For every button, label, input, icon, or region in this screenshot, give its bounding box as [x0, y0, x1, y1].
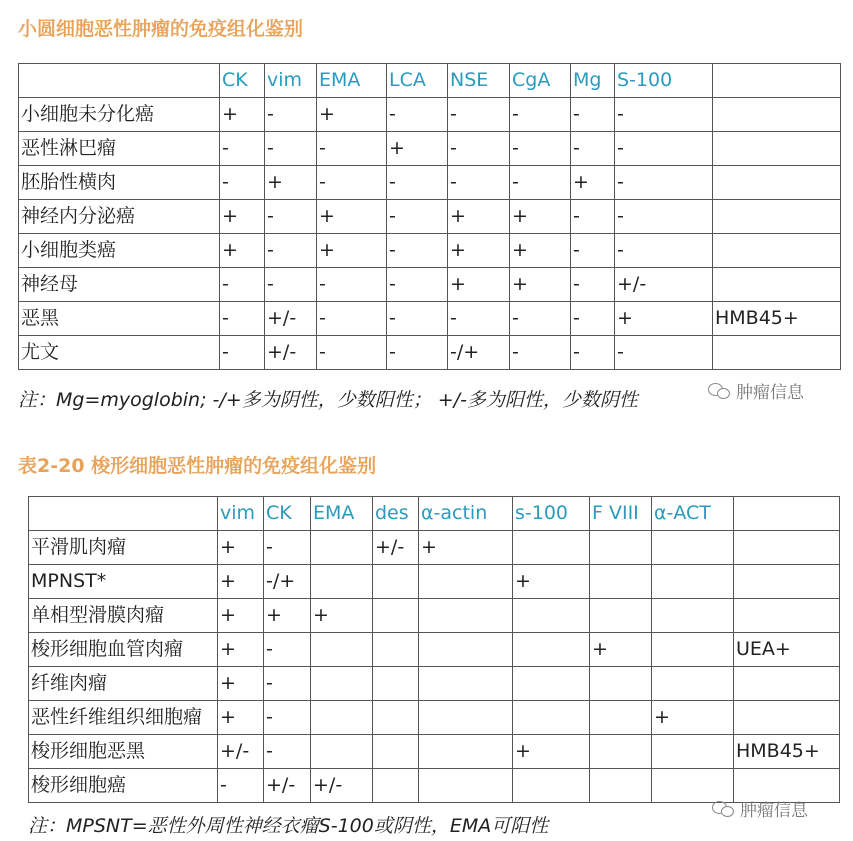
column-header: [713, 64, 841, 98]
marker-cell: -: [571, 336, 615, 370]
tumor-name-cell: 平滑肌肉瘤: [29, 531, 218, 565]
header-row: [29, 497, 840, 531]
table-row: [19, 268, 841, 302]
marker-cell: [590, 769, 652, 803]
marker-cell: [713, 268, 841, 302]
marker-cell: -: [615, 98, 713, 132]
marker-cell: -: [571, 302, 615, 336]
marker-cell: +: [615, 302, 713, 336]
marker-cell: [311, 531, 373, 565]
column-header: α-ACT: [652, 497, 734, 531]
marker-cell: +: [218, 667, 264, 701]
marker-cell: -: [615, 200, 713, 234]
marker-cell: HMB45+: [713, 302, 841, 336]
marker-cell: [373, 735, 419, 769]
marker-cell: +/-: [265, 336, 317, 370]
marker-cell: [590, 599, 652, 633]
marker-cell: -: [265, 132, 317, 166]
marker-cell: +: [317, 234, 387, 268]
column-header: CgA: [510, 64, 571, 98]
marker-cell: -: [387, 302, 448, 336]
tumor-name-cell: MPNST*: [29, 565, 218, 599]
marker-cell: [373, 769, 419, 803]
tumor-name-cell: 神经内分泌癌: [19, 200, 220, 234]
column-header: s-100: [513, 497, 590, 531]
watermark: [708, 378, 804, 403]
marker-cell: +: [448, 234, 510, 268]
marker-cell: [419, 599, 513, 633]
wechat-icon: [712, 800, 734, 818]
marker-cell: [513, 531, 590, 565]
marker-cell: -: [220, 302, 265, 336]
marker-cell: +/-: [615, 268, 713, 302]
marker-cell: +: [220, 200, 265, 234]
column-header: des: [373, 497, 419, 531]
tumor-name-cell: 神经母: [19, 268, 220, 302]
tumor-name-cell: 梭形细胞恶黑: [29, 735, 218, 769]
marker-cell: +: [317, 200, 387, 234]
marker-cell: -: [317, 166, 387, 200]
marker-cell: -: [264, 531, 311, 565]
section2-title: 表2-20 梭形细胞恶性肿瘤的免疫组化鉴别: [18, 455, 377, 477]
marker-cell: -: [510, 166, 571, 200]
marker-cell: [419, 667, 513, 701]
tumor-name-cell: 尤文: [19, 336, 220, 370]
marker-cell: -: [615, 132, 713, 166]
marker-cell: -: [387, 234, 448, 268]
marker-cell: -: [615, 166, 713, 200]
marker-cell: -: [264, 735, 311, 769]
marker-cell: [734, 667, 840, 701]
marker-cell: -: [510, 336, 571, 370]
marker-cell: [513, 599, 590, 633]
marker-cell: -: [317, 268, 387, 302]
marker-cell: [713, 166, 841, 200]
marker-cell: [652, 667, 734, 701]
marker-cell: -: [510, 302, 571, 336]
marker-cell: [419, 565, 513, 599]
column-header: CK: [264, 497, 311, 531]
marker-cell: [419, 735, 513, 769]
header-row: [19, 64, 841, 98]
section2-note: 注：MPSNT=恶性外周性神经衣瘤S-100或阴性，EMA可阳性: [28, 815, 549, 837]
marker-cell: [652, 599, 734, 633]
marker-cell: -: [448, 98, 510, 132]
marker-cell: +/-: [265, 302, 317, 336]
marker-cell: -: [265, 234, 317, 268]
marker-cell: -: [265, 268, 317, 302]
table-row: [29, 735, 840, 769]
marker-cell: [513, 633, 590, 667]
marker-cell: [734, 565, 840, 599]
marker-cell: +: [510, 268, 571, 302]
marker-cell: [373, 565, 419, 599]
tumor-name-cell: 梭形细胞血管肉瘤: [29, 633, 218, 667]
table-row: [19, 200, 841, 234]
column-header: α-actin: [419, 497, 513, 531]
marker-cell: +: [218, 633, 264, 667]
marker-cell: [311, 565, 373, 599]
marker-cell: +: [652, 701, 734, 735]
table-row: [29, 565, 840, 599]
marker-cell: -: [571, 268, 615, 302]
marker-cell: -: [317, 302, 387, 336]
table-row: [29, 667, 840, 701]
marker-cell: +: [218, 531, 264, 565]
watermark: [712, 796, 808, 821]
marker-cell: -: [615, 336, 713, 370]
marker-cell: -: [387, 336, 448, 370]
marker-cell: [590, 565, 652, 599]
watermark-text: 肿瘤信息: [736, 383, 804, 403]
tumor-name-cell: 胚胎性横肉: [19, 166, 220, 200]
marker-cell: -: [448, 166, 510, 200]
marker-cell: [419, 633, 513, 667]
marker-cell: [713, 200, 841, 234]
tumor-name-cell: 恶性淋巴瘤: [19, 132, 220, 166]
marker-cell: -: [510, 98, 571, 132]
marker-cell: +: [317, 98, 387, 132]
marker-cell: [713, 98, 841, 132]
tumor-name-cell: 纤维肉瘤: [29, 667, 218, 701]
marker-cell: [713, 132, 841, 166]
marker-cell: -: [220, 132, 265, 166]
marker-cell: -: [387, 98, 448, 132]
column-header: NSE: [448, 64, 510, 98]
marker-cell: [652, 735, 734, 769]
marker-cell: [652, 531, 734, 565]
tumor-name-cell: 小细胞未分化癌: [19, 98, 220, 132]
table-row: [29, 531, 840, 565]
column-header: [734, 497, 840, 531]
marker-cell: +: [218, 701, 264, 735]
marker-cell: -: [571, 234, 615, 268]
marker-cell: -: [264, 633, 311, 667]
marker-cell: -: [615, 234, 713, 268]
table-row: [19, 234, 841, 268]
tumor-name-cell: 单相型滑膜肉瘤: [29, 599, 218, 633]
column-header: EMA: [317, 64, 387, 98]
marker-cell: [734, 599, 840, 633]
marker-cell: [713, 336, 841, 370]
column-header: [29, 497, 218, 531]
marker-cell: +: [448, 200, 510, 234]
marker-cell: +: [311, 599, 373, 633]
marker-cell: +: [448, 268, 510, 302]
table-row: [19, 98, 841, 132]
marker-cell: +: [510, 200, 571, 234]
spindle-cell-table: [28, 496, 840, 803]
marker-cell: +: [571, 166, 615, 200]
table-row: [29, 633, 840, 667]
marker-cell: [590, 667, 652, 701]
marker-cell: -: [571, 200, 615, 234]
marker-cell: [311, 735, 373, 769]
marker-cell: [513, 701, 590, 735]
marker-cell: -: [220, 336, 265, 370]
marker-cell: [311, 667, 373, 701]
column-header: CK: [220, 64, 265, 98]
column-header: vim: [218, 497, 264, 531]
marker-cell: [734, 531, 840, 565]
marker-cell: [373, 667, 419, 701]
marker-cell: -: [264, 701, 311, 735]
column-header: EMA: [311, 497, 373, 531]
marker-cell: -: [220, 166, 265, 200]
marker-cell: +/-: [264, 769, 311, 803]
marker-cell: -: [264, 667, 311, 701]
table-row: [19, 336, 841, 370]
marker-cell: [734, 701, 840, 735]
marker-cell: [652, 633, 734, 667]
watermark-text: 肿瘤信息: [740, 801, 808, 821]
marker-cell: +: [510, 234, 571, 268]
marker-cell: +: [264, 599, 311, 633]
marker-cell: -: [387, 268, 448, 302]
marker-cell: -: [317, 132, 387, 166]
column-header: F VIII: [590, 497, 652, 531]
table-row: [19, 166, 841, 200]
marker-cell: +: [218, 565, 264, 599]
section1-title: 小圆细胞恶性肿瘤的免疫组化鉴别: [18, 18, 304, 40]
marker-cell: +: [513, 735, 590, 769]
marker-cell: HMB45+: [734, 735, 840, 769]
marker-cell: [590, 735, 652, 769]
marker-cell: -: [265, 200, 317, 234]
marker-cell: -/+: [264, 565, 311, 599]
marker-cell: -: [510, 132, 571, 166]
marker-cell: +/-: [311, 769, 373, 803]
column-header: [19, 64, 220, 98]
marker-cell: [513, 667, 590, 701]
column-header: vim: [265, 64, 317, 98]
column-header: Mg: [571, 64, 615, 98]
tumor-name-cell: 小细胞类癌: [19, 234, 220, 268]
marker-cell: -: [218, 769, 264, 803]
marker-cell: [513, 769, 590, 803]
wechat-icon: [708, 382, 730, 400]
table-row: [29, 701, 840, 735]
marker-cell: [713, 234, 841, 268]
marker-cell: -: [265, 98, 317, 132]
tumor-name-cell: 恶黑: [19, 302, 220, 336]
column-header: S-100: [615, 64, 713, 98]
marker-cell: -: [448, 302, 510, 336]
section1-note: 注：Mg=myoglobin; -/+多为阴性，少数阳性； +/-多为阳性，少数阴性: [18, 389, 638, 411]
table-row: [19, 132, 841, 166]
marker-cell: +: [265, 166, 317, 200]
marker-cell: -: [571, 132, 615, 166]
marker-cell: -/+: [448, 336, 510, 370]
marker-cell: +: [590, 633, 652, 667]
marker-cell: -: [387, 166, 448, 200]
marker-cell: [373, 633, 419, 667]
marker-cell: -: [571, 98, 615, 132]
marker-cell: [652, 565, 734, 599]
table-row: [29, 599, 840, 633]
marker-cell: -: [220, 268, 265, 302]
marker-cell: [373, 599, 419, 633]
table-row: [19, 302, 841, 336]
marker-cell: +: [218, 599, 264, 633]
marker-cell: +: [387, 132, 448, 166]
marker-cell: [373, 701, 419, 735]
marker-cell: +: [220, 234, 265, 268]
small-round-cell-table: [18, 63, 841, 370]
marker-cell: +/-: [218, 735, 264, 769]
tumor-name-cell: 梭形细胞癌: [29, 769, 218, 803]
marker-cell: -: [448, 132, 510, 166]
marker-cell: [419, 769, 513, 803]
marker-cell: [311, 633, 373, 667]
marker-cell: [590, 531, 652, 565]
marker-cell: UEA+: [734, 633, 840, 667]
marker-cell: -: [317, 336, 387, 370]
marker-cell: [590, 701, 652, 735]
tumor-name-cell: 恶性纤维组织细胞瘤: [29, 701, 218, 735]
marker-cell: [311, 701, 373, 735]
column-header: LCA: [387, 64, 448, 98]
marker-cell: [419, 701, 513, 735]
marker-cell: +: [220, 98, 265, 132]
marker-cell: +: [419, 531, 513, 565]
marker-cell: +: [513, 565, 590, 599]
marker-cell: +/-: [373, 531, 419, 565]
marker-cell: -: [387, 200, 448, 234]
